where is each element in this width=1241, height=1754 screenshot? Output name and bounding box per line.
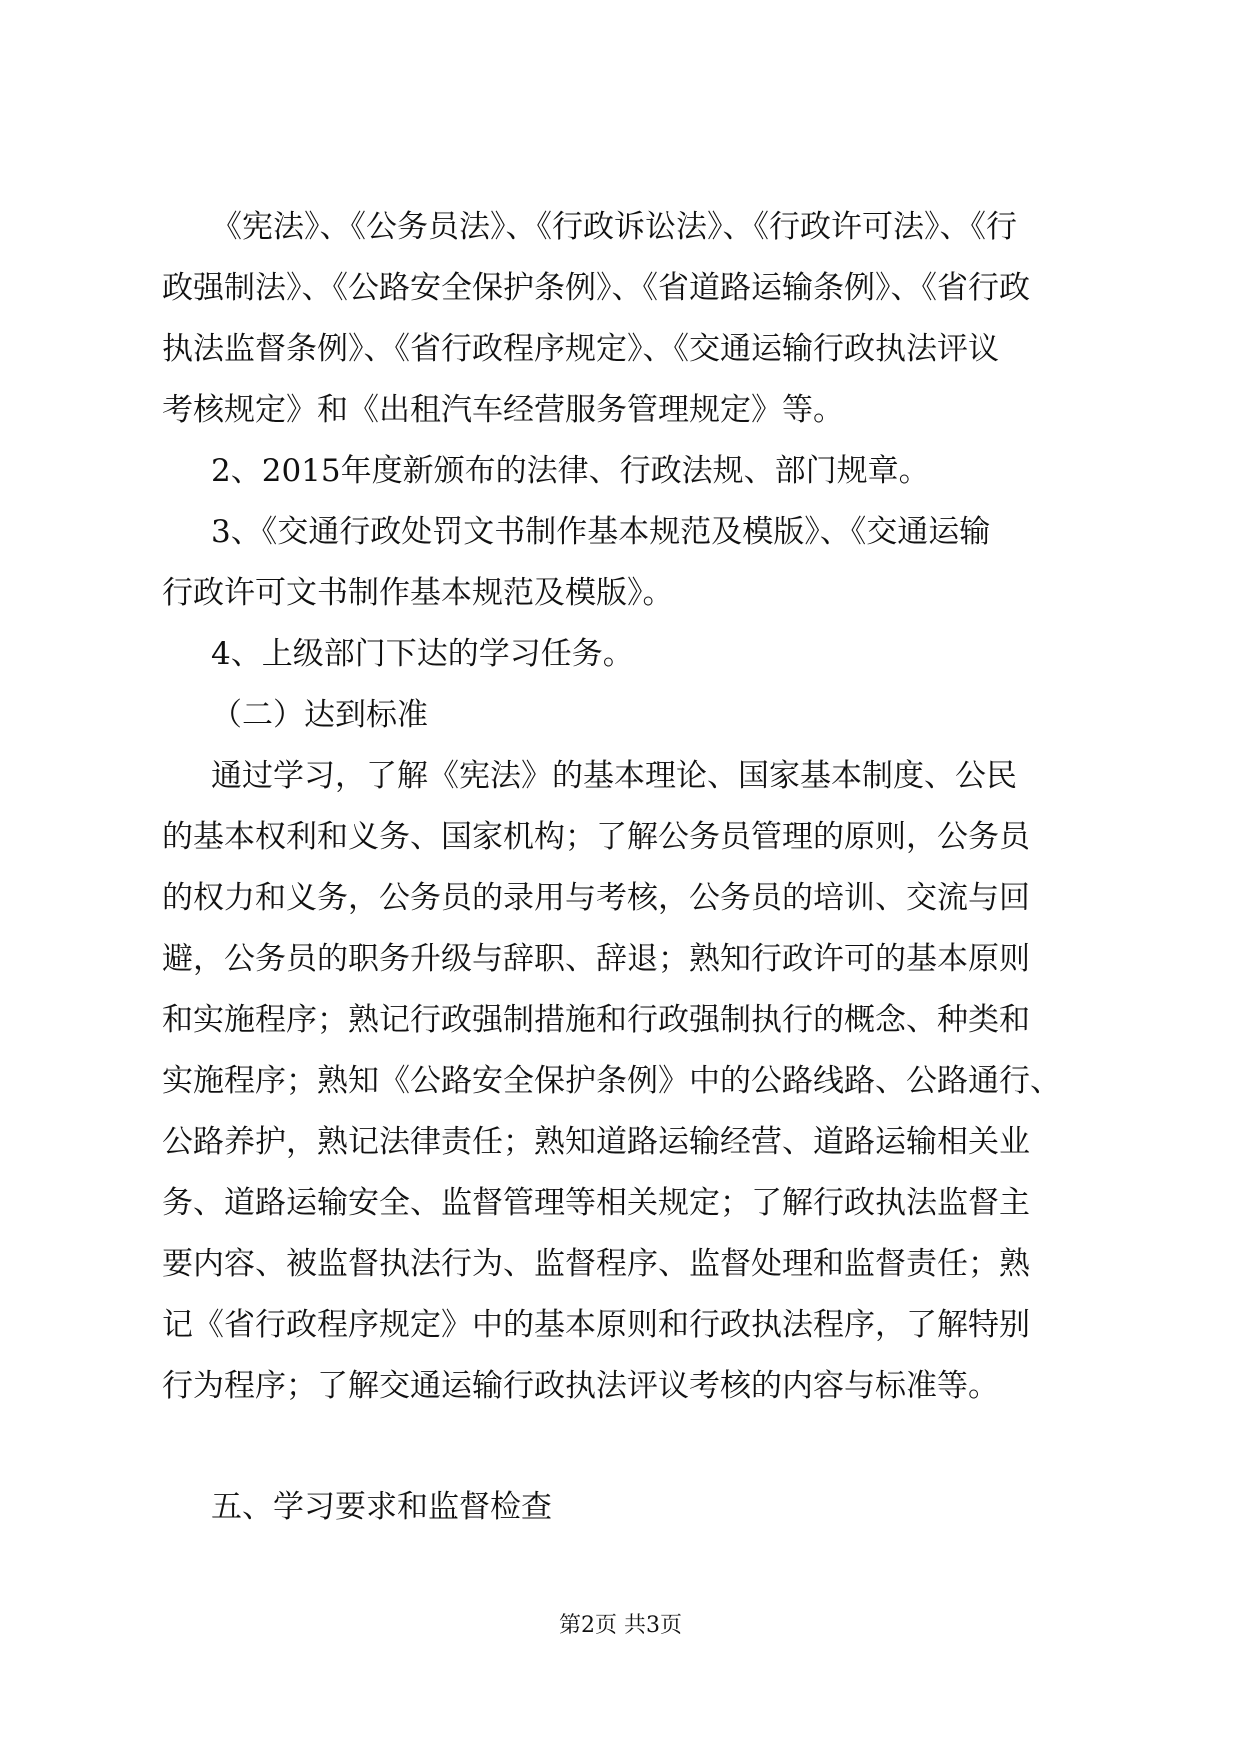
body-line: 要内容、被监督执法行为、监督程序、监督处理和监督责任；熟	[162, 1246, 1030, 1282]
body-line: 实施程序；熟知《公路安全保护条例》中的公路线路、公路通行、	[162, 1063, 1061, 1099]
body-line: 行为程序；了解交通运输行政执法评议考核的内容与标准等。	[162, 1368, 999, 1404]
body-line: 《宪法》、《公务员法》、《行政诉讼法》、《行政许可法》、《行	[211, 209, 1017, 245]
body-line: 考核规定》和《出租汽车经营服务管理规定》等。	[162, 392, 844, 428]
page-footer: 第2页 共3页	[559, 1613, 682, 1638]
body-line: 执法监督条例》、《省行政程序规定》、《交通运输行政执法评议	[162, 331, 999, 367]
body-line: 2、2015年度新颁布的法律、行政法规、部门规章。	[211, 453, 930, 489]
body-line: 3、《交通行政处罚文书制作基本规范及模版》、《交通运输	[211, 514, 991, 550]
section-heading: 五、学习要求和监督检查	[211, 1489, 552, 1525]
body-line: 记《省行政程序规定》中的基本原则和行政执法程序，了解特别	[162, 1307, 1030, 1343]
body-line: 和实施程序；熟记行政强制措施和行政强制执行的概念、种类和	[162, 1002, 1030, 1038]
body-line: 务、道路运输安全、监督管理等相关规定；了解行政执法监督主	[162, 1185, 1030, 1221]
section-heading: （二）达到标准	[211, 697, 428, 733]
body-line: 4、上级部门下达的学习任务。	[211, 636, 634, 672]
body-line: 通过学习，了解《宪法》的基本理论、国家基本制度、公民	[211, 758, 1017, 794]
body-line: 的权力和义务，公务员的录用与考核，公务员的培训、交流与回	[162, 880, 1030, 916]
body-line: 行政许可文书制作基本规范及模版》。	[162, 575, 674, 611]
body-line: 政强制法》、《公路安全保护条例》、《省道路运输条例》、《省行政	[162, 270, 1030, 306]
body-line: 避，公务员的职务升级与辞职、辞退；熟知行政许可的基本原则	[162, 941, 1030, 977]
body-line: 公路养护，熟记法律责任；熟知道路运输经营、道路运输相关业	[162, 1124, 1030, 1160]
body-line: 的基本权利和义务、国家机构；了解公务员管理的原则，公务员	[162, 819, 1030, 855]
